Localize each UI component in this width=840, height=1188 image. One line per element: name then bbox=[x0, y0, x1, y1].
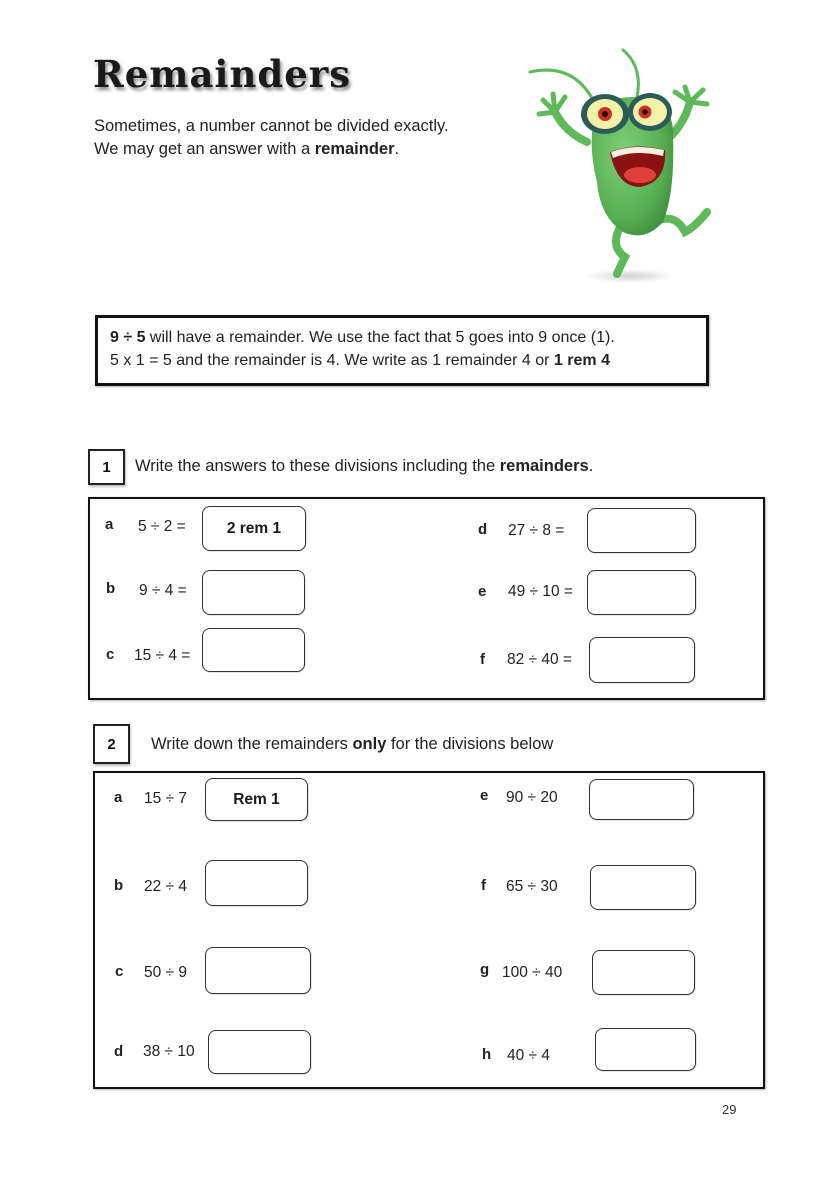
q2-answer-box-a[interactable]: Rem 1 bbox=[205, 778, 308, 821]
intro-line-1: Sometimes, a number cannot be divided exactly. bbox=[94, 117, 449, 135]
q1-item-letter: c bbox=[106, 646, 115, 663]
q2-item-expression: 40 ÷ 4 bbox=[507, 1047, 550, 1064]
pupil-right bbox=[642, 109, 648, 115]
antenna-right bbox=[623, 50, 638, 97]
q1-answer-box-f[interactable] bbox=[589, 637, 695, 683]
question-1-number: 1 bbox=[88, 449, 125, 485]
pupil-left bbox=[602, 111, 608, 117]
q2-item-expression: 100 ÷ 40 bbox=[502, 964, 563, 981]
q2-item-letter: b bbox=[114, 877, 124, 894]
q1-answer-box-d[interactable] bbox=[587, 508, 696, 553]
q2-answer-box-e[interactable] bbox=[589, 779, 694, 820]
explanation-box bbox=[95, 315, 709, 386]
q2-item-expression: 38 ÷ 10 bbox=[143, 1043, 195, 1060]
q2-item-expression: 15 ÷ 7 bbox=[144, 790, 187, 807]
q2-item-letter: h bbox=[482, 1046, 492, 1063]
tongue bbox=[624, 167, 656, 183]
q2-answer-box-c[interactable] bbox=[205, 947, 311, 994]
q1-answer-box-e[interactable] bbox=[587, 570, 696, 615]
q2-item-letter: d bbox=[114, 1043, 124, 1060]
q1-item-expression: 5 ÷ 2 = bbox=[138, 518, 186, 535]
q1-item-letter: b bbox=[106, 580, 116, 597]
q1-item-letter: f bbox=[480, 651, 485, 668]
explanation-line-2: 5 x 1 = 5 and the remainder is 4. We write as 1 remainder 4 or 1 rem 4 bbox=[110, 352, 610, 369]
intro-line-2: We may get an answer with a remainder. bbox=[94, 140, 400, 158]
q2-answer-box-b[interactable] bbox=[205, 860, 308, 906]
q2-item-letter: e bbox=[480, 787, 489, 804]
page-title: Remainders bbox=[93, 52, 352, 96]
q2-answer-box-h[interactable] bbox=[595, 1028, 696, 1071]
q1-item-letter: a bbox=[105, 516, 114, 533]
q1-answer-box-c[interactable] bbox=[202, 628, 305, 672]
question-1-instruction: Write the answers to these divisions including the remainders. bbox=[135, 457, 594, 475]
q1-item-expression: 49 ÷ 10 = bbox=[508, 583, 573, 600]
q2-item-letter: f bbox=[481, 877, 486, 894]
hand-left bbox=[539, 94, 565, 114]
q2-item-letter: c bbox=[115, 963, 124, 980]
hand-right bbox=[675, 87, 707, 104]
q2-answer-box-g[interactable] bbox=[592, 950, 695, 995]
q2-item-expression: 90 ÷ 20 bbox=[506, 789, 558, 806]
q2-item-letter: a bbox=[114, 789, 123, 806]
intro-keyword: remainder bbox=[314, 140, 395, 158]
ground-shadow bbox=[585, 269, 675, 283]
q1-item-expression: 27 ÷ 8 = bbox=[508, 522, 565, 539]
page-number: 29 bbox=[722, 1102, 737, 1117]
intro-text bbox=[94, 115, 449, 161]
q1-item-expression: 82 ÷ 40 = bbox=[507, 651, 572, 668]
q1-answer-box-b[interactable] bbox=[202, 570, 305, 615]
q2-item-expression: 22 ÷ 4 bbox=[144, 878, 187, 895]
q2-item-expression: 65 ÷ 30 bbox=[506, 878, 558, 895]
question-2-instruction: Write down the remainders only for the divisions below bbox=[151, 735, 554, 753]
leg-left bbox=[616, 227, 625, 274]
q2-answer-box-d[interactable] bbox=[208, 1030, 311, 1074]
question-2-number: 2 bbox=[93, 724, 130, 764]
bug-character-illustration bbox=[525, 42, 725, 287]
q2-item-letter: g bbox=[480, 961, 490, 978]
q1-item-expression: 9 ÷ 4 = bbox=[139, 582, 187, 599]
explanation-line-1: 9 ÷ 5 will have a remainder. We use the fact that 5 goes into 9 once (1). bbox=[110, 329, 615, 346]
q1-item-letter: d bbox=[478, 521, 488, 538]
q2-answer-box-f[interactable] bbox=[590, 865, 696, 910]
q2-item-expression: 50 ÷ 9 bbox=[144, 964, 187, 981]
q1-item-letter: e bbox=[478, 583, 487, 600]
q1-item-expression: 15 ÷ 4 = bbox=[134, 647, 191, 664]
q1-answer-box-a[interactable]: 2 rem 1 bbox=[202, 506, 306, 551]
